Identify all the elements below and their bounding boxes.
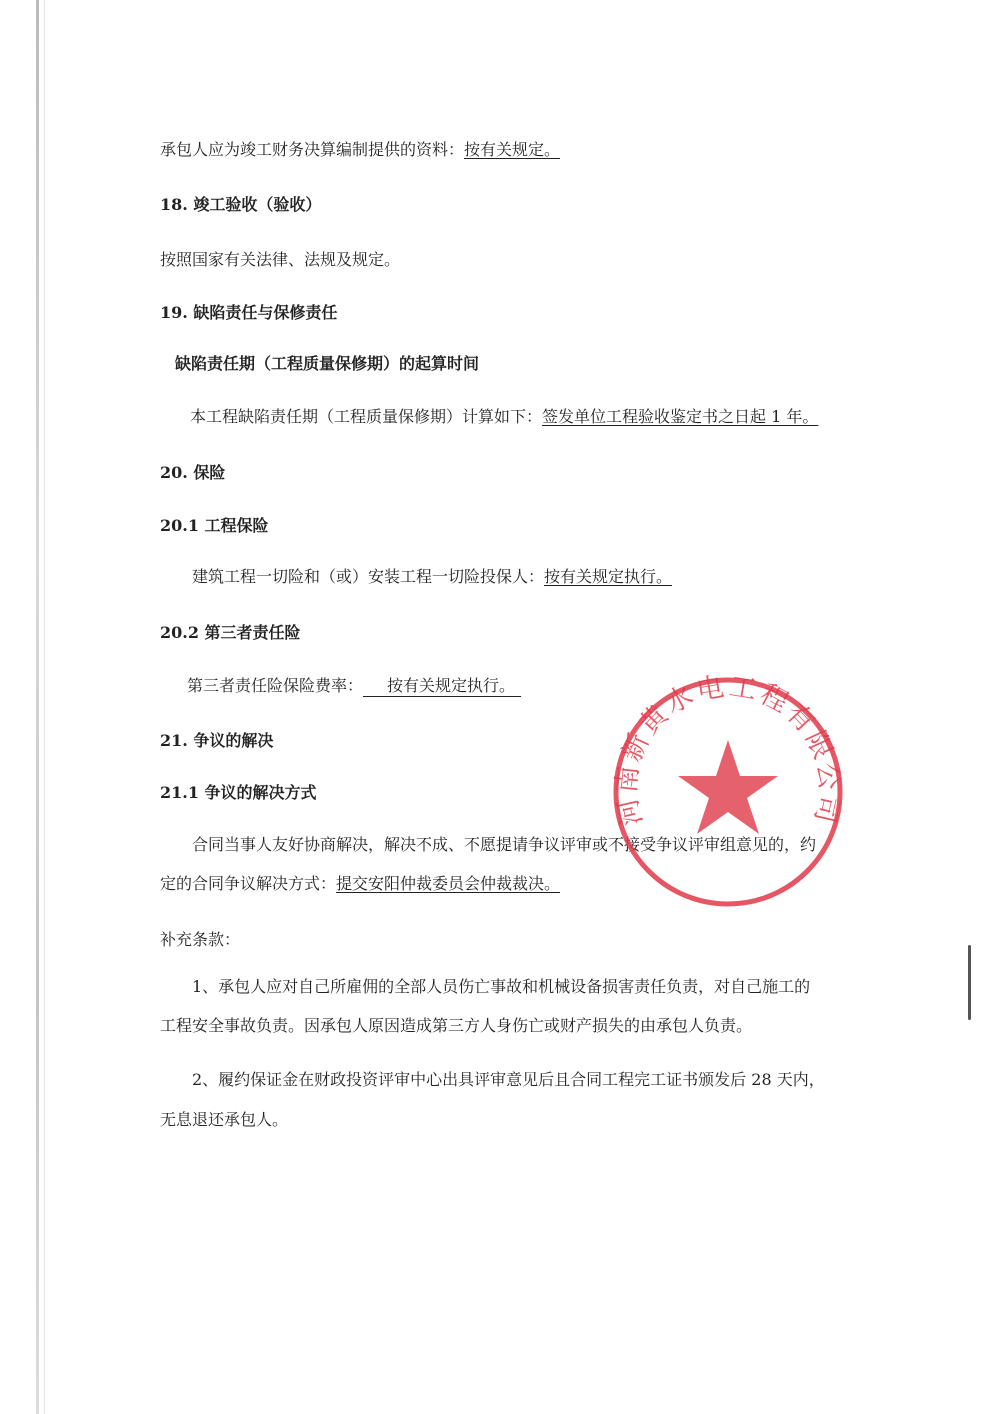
section-20-1-text-value: 按有关规定执行。 [544,567,673,586]
section-19-text-value: 签发单位工程验收鉴定书之日起 1 年。 [542,407,819,426]
section-20-1-text [192,565,672,589]
supplementary-2-line-a: 2、履约保证金在财政投资评审中心出具评审意见后且合同工程完工证书颁发后 28 天内， [192,1070,825,1089]
section-18-heading: 18. 竣工验收（验收） [160,195,322,214]
section-19-text-label: 本工程缺陷责任期（工程质量保修期）计算如下： [190,407,543,426]
star-icon [678,740,778,834]
section-21-1-text-b-label: 定的合同争议解决方式： [160,874,337,893]
section-21-1-heading: 21.1 争议的解决方式 [160,783,317,802]
supplementary-heading: 补充条款： [160,930,241,949]
section-18-text: 按照国家有关法律、法规及规定。 [160,250,401,269]
section-21-1-text-b-value: 提交安阳仲裁委员会仲裁裁决。 [336,874,561,893]
section-21-heading: 21. 争议的解决 [160,731,274,750]
supplementary-1-line-a: 1、承包人应对自己所雇佣的全部人员伤亡事故和机械设备损害责任负责，对自己施工的 [192,977,811,996]
company-seal [608,672,848,912]
section-21-1-text-b [160,872,560,896]
section-19-subheading: 缺陷责任期（工程质量保修期）的起算时间 [175,354,480,373]
section-21-1-text-a: 合同当事人友好协商解决，解决不成、不愿提请争议评审或不接受争议评审组意见的，约 [192,835,817,854]
section-20-1-text-label: 建筑工程一切险和（或）安装工程一切险投保人： [192,567,545,586]
svg-text:河南新黄水电工程有限公司: 河南新黄水电工程有限公司 [611,672,845,829]
supplementary-2-line-b: 无息退还承包人。 [160,1110,289,1129]
section-20-2-text [187,674,521,698]
section-20-2-text-label: 第三者责任险保险费率： [187,676,364,695]
section-20-2-text-value: 按有关规定执行。 [363,676,521,697]
section-20-heading: 20. 保险 [160,463,226,482]
scan-edge-faint [44,0,45,1414]
scan-edge [36,0,39,1414]
scan-margin-mark [968,945,971,1020]
completion-finance-label: 承包人应为竣工财务决算编制提供的资料： [160,140,465,159]
section-19-heading: 19. 缺陷责任与保修责任 [160,303,338,322]
supplementary-1-line-b: 工程安全事故负责。因承包人原因造成第三方人身伤亡或财产损失的由承包人负责。 [160,1016,753,1035]
section-20-1-heading: 20.1 工程保险 [160,516,269,535]
section-20-2-heading: 20.2 第三者责任险 [160,623,301,642]
completion-finance-value: 按有关规定。 [464,140,561,159]
completion-finance-line [160,138,560,162]
section-19-text [190,405,818,429]
